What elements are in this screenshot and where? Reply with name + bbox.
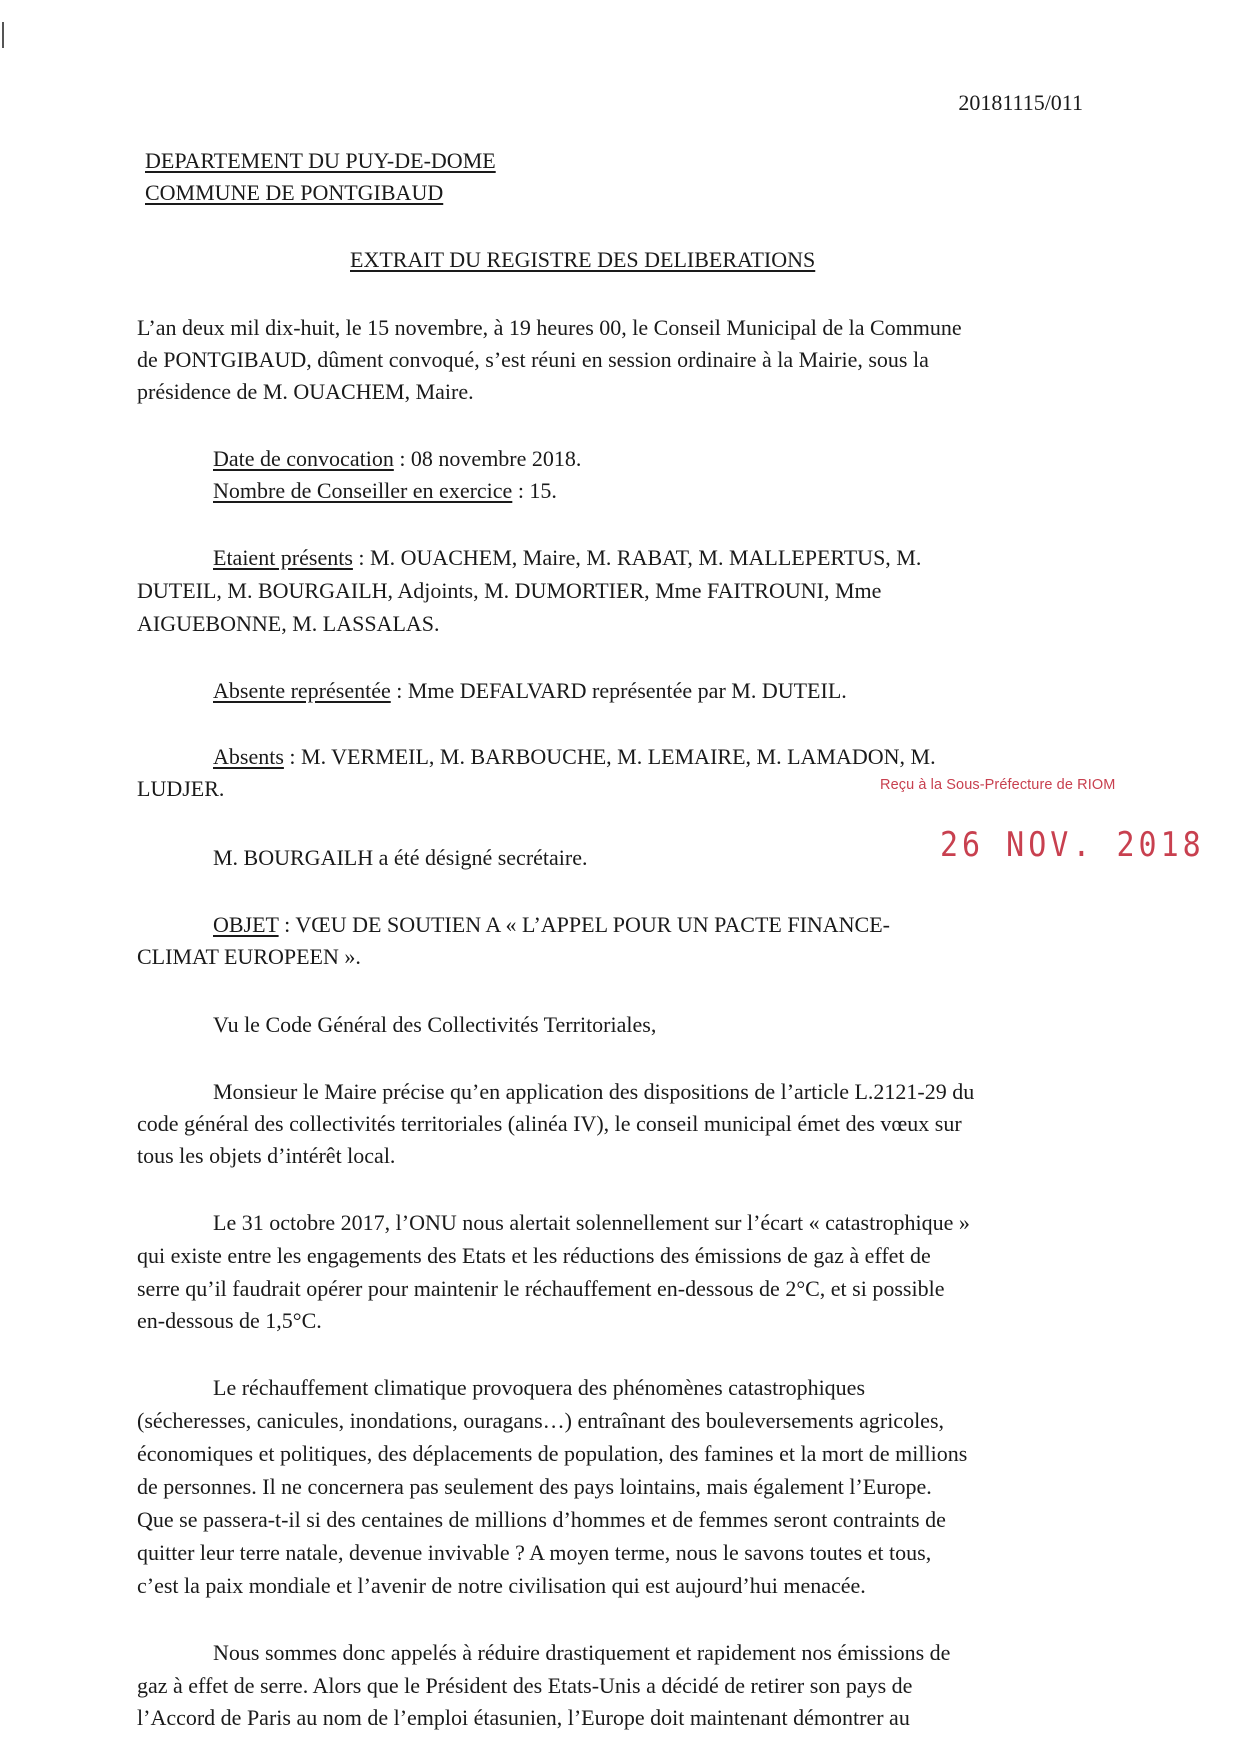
intro-line: L’an deux mil dix-huit, le 15 novembre, à 19 heures 00, le Conseil Municipal de la Commune <box>137 315 962 340</box>
presents-line: AIGUEBONNE, M. LASSALAS. <box>137 611 440 636</box>
paragraph-line: l’Accord de Paris au nom de l’emploi étasunien, l’Europe doit maintenant démontrer au <box>137 1705 910 1730</box>
paragraph-line: quitter leur terre natale, devenue invivable ? A moyen terme, nous le savons toutes et tous, <box>137 1540 932 1565</box>
scan-edge-mark <box>2 22 4 48</box>
representee-line <box>213 676 847 706</box>
header-department: DEPARTEMENT DU PUY-DE-DOME <box>145 148 496 173</box>
absents-label: Absents <box>213 744 284 769</box>
presents-line <box>213 543 921 573</box>
paragraph-line: Nous sommes donc appelés à réduire drastiquement et rapidement nos émissions de <box>213 1640 951 1665</box>
convocation-line <box>213 444 581 474</box>
secretaire-line: M. BOURGAILH a été désigné secrétaire. <box>213 845 588 870</box>
paragraph-line: serre qu’il faudrait opérer pour maintenir le réchauffement en-dessous de 2°C, et si possible <box>137 1276 945 1301</box>
document-title: EXTRAIT DU REGISTRE DES DELIBERATIONS <box>350 247 816 272</box>
convocation-label: Date de convocation <box>213 446 394 471</box>
paragraph-line: code général des collectivités territoriales (alinéa IV), le conseil municipal émet des vœux sur <box>137 1111 962 1136</box>
paragraph-line: Le réchauffement climatique provoquera des phénomènes catastrophiques <box>213 1375 866 1400</box>
absents-line: LUDJER. <box>137 776 225 801</box>
paragraph-line: économiques et politiques, des déplacements de population, des famines et la mort de millions <box>137 1441 968 1466</box>
intro-line: présidence de M. OUACHEM, Maire. <box>137 379 474 404</box>
stamp-date: 26 NOV. 2018 <box>940 826 1205 866</box>
objet-line: CLIMAT EUROPEEN ». <box>137 944 361 969</box>
conseillers-line <box>213 476 557 506</box>
paragraph-line: Monsieur le Maire précise qu’en application des dispositions de l’article L.2121-29 du <box>213 1079 975 1104</box>
paragraph-line: gaz à effet de serre. Alors que le Président des Etats-Unis a décidé de retirer son pays de <box>137 1673 913 1698</box>
vu-line: Vu le Code Général des Collectivités Territoriales, <box>213 1012 657 1037</box>
stamp-received-text: Reçu à la Sous-Préfecture de RIOM <box>880 777 1116 793</box>
conseillers-label: Nombre de Conseiller en exercice <box>213 478 513 503</box>
presents-line: DUTEIL, M. BOURGAILH, Adjoints, M. DUMORTIER, Mme FAITROUNI, Mme <box>137 578 882 603</box>
objet-text: : VŒU DE SOUTIEN A « L’APPEL POUR UN PACTE FINANCE- <box>278 912 890 937</box>
paragraph-line: de personnes. Il ne concernera pas seulement des pays lointains, mais également l’Europe. <box>137 1474 932 1499</box>
representee-label: Absente représentée <box>213 678 391 703</box>
objet-label: OBJET <box>213 912 279 937</box>
paragraph-line: c’est la paix mondiale et l’avenir de notre civilisation qui est aujourd’hui menacée. <box>137 1573 866 1598</box>
intro-line: de PONTGIBAUD, dûment convoqué, s’est réuni en session ordinaire à la Mairie, sous la <box>137 347 929 372</box>
conseillers-value: : 15. <box>512 478 557 503</box>
objet-line <box>213 910 890 940</box>
paragraph-line: en-dessous de 1,5°C. <box>137 1308 322 1333</box>
paragraph-line: tous les objets d’intérêt local. <box>137 1143 396 1168</box>
presents-label: Etaient présents <box>213 545 353 570</box>
absents-line <box>213 742 936 772</box>
representee-text: : Mme DEFALVARD représentée par M. DUTEIL. <box>390 678 847 703</box>
document-reference: 20181115/011 <box>958 90 1083 115</box>
header-commune: COMMUNE DE PONTGIBAUD <box>145 180 444 205</box>
presents-text: : M. OUACHEM, Maire, M. RABAT, M. MALLEPERTUS, M. <box>352 545 922 570</box>
absents-text: : M. VERMEIL, M. BARBOUCHE, M. LEMAIRE, M. LAMADON, M. <box>283 744 936 769</box>
paragraph-line: Le 31 octobre 2017, l’ONU nous alertait solennellement sur l’écart « catastrophique » <box>213 1210 970 1235</box>
paragraph-line: Que se passera-t-il si des centaines de millions d’hommes et de femmes seront contraints de <box>137 1507 946 1532</box>
paragraph-line: (sécheresses, canicules, inondations, ouragans…) entraînant des bouleversements agricoles, <box>137 1408 945 1433</box>
convocation-value: : 08 novembre 2018. <box>393 446 582 471</box>
paragraph-line: qui existe entre les engagements des Etats et les réductions des émissions de gaz à effet de <box>137 1243 931 1268</box>
